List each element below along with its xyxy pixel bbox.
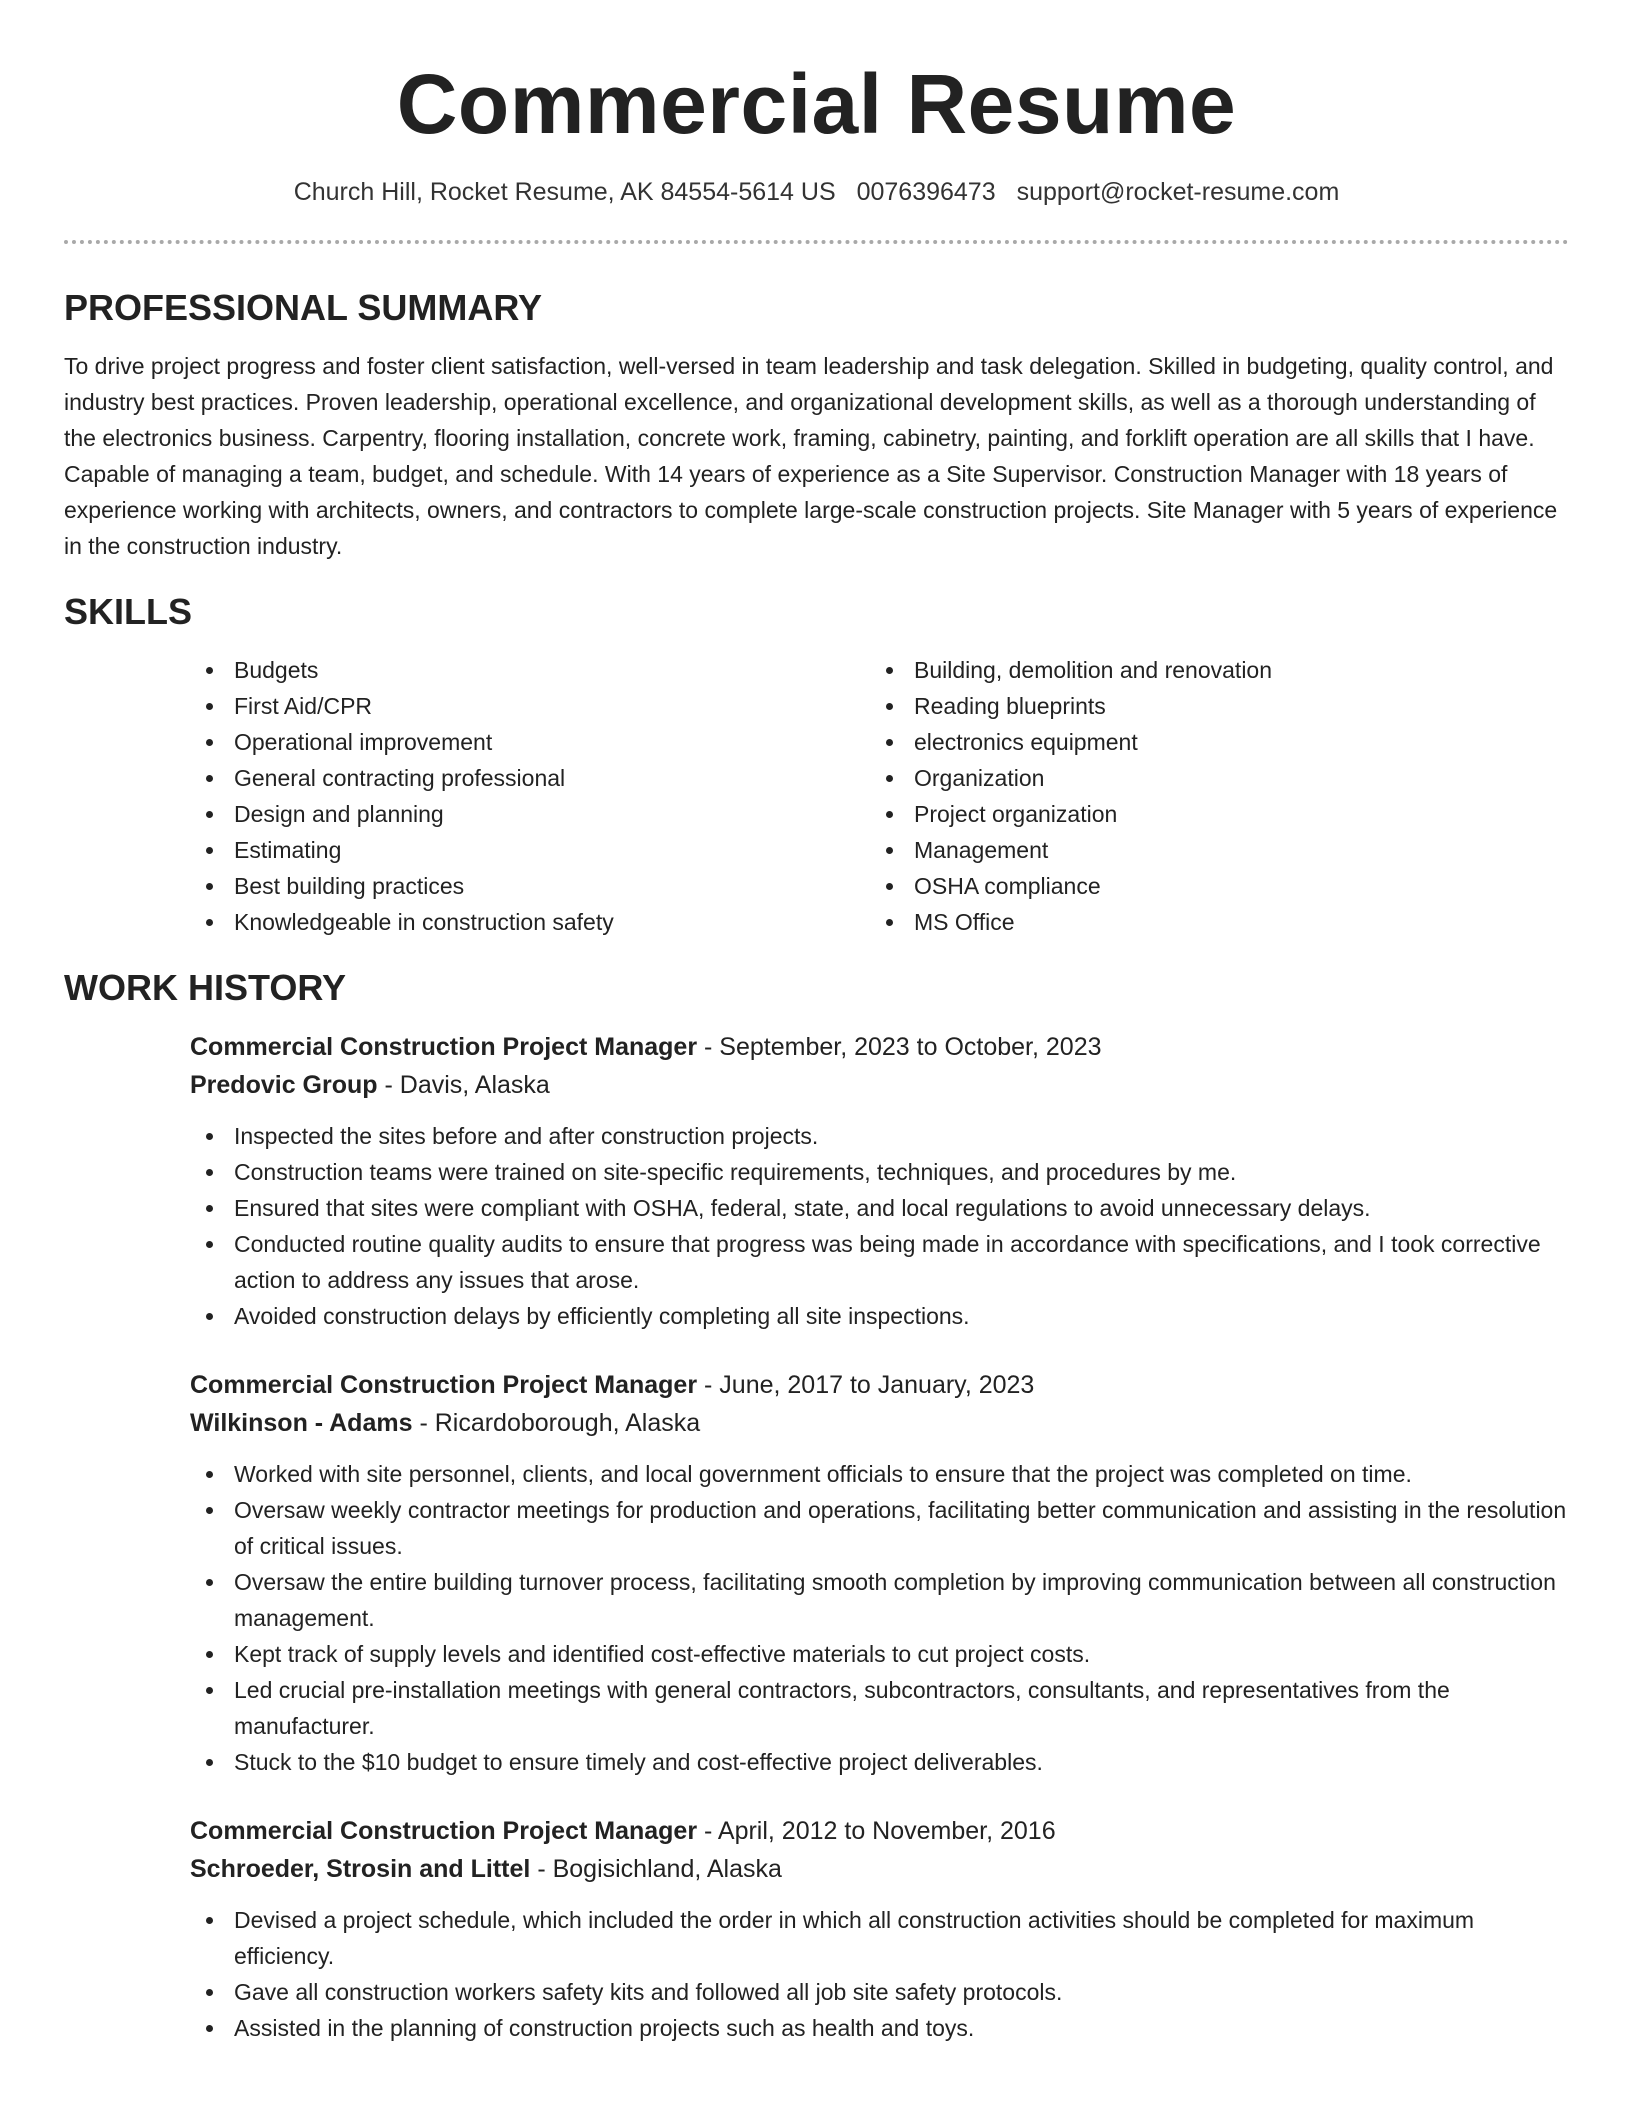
skill-item: Organization <box>870 760 1550 796</box>
skill-item: Operational improvement <box>190 724 870 760</box>
summary-heading: PROFESSIONAL SUMMARY <box>64 287 543 328</box>
job-bullet: Oversaw weekly contractor meetings for production and operations, facilitating better communication and assisting in the resolution of critical issues. <box>190 1492 1569 1564</box>
skill-item: Management <box>870 832 1550 868</box>
job-entry <box>190 1366 1569 1780</box>
job-bullet: Kept track of supply levels and identified cost-effective materials to cut project costs. <box>190 1636 1569 1672</box>
job-location: - Ricardoborough, Alaska <box>419 1409 701 1437</box>
skill-item: Best building practices <box>190 868 870 904</box>
job-company-line <box>190 1850 1569 1888</box>
skill-item: First Aid/CPR <box>190 688 870 724</box>
skill-item: Estimating <box>190 832 870 868</box>
job-entry <box>190 1812 1569 2046</box>
contact-phone: 0076396473 <box>856 178 996 206</box>
job-title-line <box>190 1366 1569 1404</box>
resume-name: Commercial Resume <box>396 57 1237 151</box>
work-history-heading: WORK HISTORY <box>64 967 347 1008</box>
job-bullet: Inspected the sites before and after construction projects. <box>190 1118 1569 1154</box>
job-title: Commercial Construction Project Manager <box>190 1033 698 1061</box>
skill-item: MS Office <box>870 904 1550 940</box>
job-bullet: Conducted routine quality audits to ensure that progress was being made in accordance with specifications, and I took corrective action to address any issues that arose. <box>190 1226 1569 1298</box>
header-divider <box>64 240 1569 244</box>
job-bullet: Construction teams were trained on site-specific requirements, techniques, and procedures by me. <box>190 1154 1569 1190</box>
skill-item: Knowledgeable in construction safety <box>190 904 870 940</box>
job-company: Predovic Group <box>190 1071 378 1099</box>
skill-item: electronics equipment <box>870 724 1550 760</box>
contact-email: support@rocket-resume.com <box>1016 178 1340 206</box>
resume-page <box>64 0 1569 2046</box>
skill-item: Project organization <box>870 796 1550 832</box>
job-bullet: Led crucial pre-installation meetings with general contractors, subcontractors, consultants, and representatives from the manufacturer. <box>190 1672 1569 1744</box>
job-bullets <box>190 1118 1569 1334</box>
job-title-line <box>190 1028 1569 1066</box>
contact-line <box>64 176 1569 208</box>
job-title: Commercial Construction Project Manager <box>190 1371 698 1399</box>
skills-list <box>190 652 1569 940</box>
job-bullet: Avoided construction delays by efficiently completing all site inspections. <box>190 1298 1569 1334</box>
job-bullet: Gave all construction workers safety kits and followed all job site safety protocols. <box>190 1974 1569 2010</box>
job-entry <box>190 1028 1569 1334</box>
job-company-line <box>190 1404 1569 1442</box>
job-bullet: Stuck to the $10 budget to ensure timely and cost-effective project deliverables. <box>190 1744 1569 1780</box>
skill-item: OSHA compliance <box>870 868 1550 904</box>
job-company-line <box>190 1066 1569 1104</box>
skill-item: Design and planning <box>190 796 870 832</box>
skill-item: General contracting professional <box>190 760 870 796</box>
skills-heading: SKILLS <box>64 591 193 632</box>
job-bullet: Devised a project schedule, which included the order in which all construction activities should be completed for maximum efficiency. <box>190 1902 1569 1974</box>
job-company: Wilkinson - Adams <box>190 1409 413 1437</box>
job-bullet: Oversaw the entire building turnover process, facilitating smooth completion by improving communication between all construction management. <box>190 1564 1569 1636</box>
job-company: Schroeder, Strosin and Littel <box>190 1855 531 1883</box>
summary-text: To drive project progress and foster client satisfaction, well-versed in team leadership and task delegation. Skilled in budgeting, quality control, and industry best practices. Proven leadership, operational excellence, and organizational development skills, as well as a thorough understanding of the electronics business. Carpentry, flooring installation, concrete work, framing, cabinetry, painting, and forklift operation are all skills that I have. Capable of managing a team, budget, and schedule. With 14 years of experience as a Site Supervisor. Construction Manager with 18 years of experience working with architects, owners, and contractors to complete large-scale construction projects. Site Manager with 5 years of experience in the construction industry. <box>64 353 1558 559</box>
contact-address: Church Hill, Rocket Resume, AK 84554-5614 US <box>293 178 836 206</box>
skill-item: Budgets <box>190 652 870 688</box>
job-bullet: Ensured that sites were compliant with OSHA, federal, state, and local regulations to avoid unnecessary delays. <box>190 1190 1569 1226</box>
job-dates: - September, 2023 to October, 2023 <box>704 1033 1102 1061</box>
job-dates: - April, 2012 to November, 2016 <box>704 1817 1056 1845</box>
skills-column-right <box>870 652 1550 940</box>
skill-item: Building, demolition and renovation <box>870 652 1550 688</box>
job-title: Commercial Construction Project Manager <box>190 1817 698 1845</box>
skills-column-left <box>190 652 870 940</box>
job-bullets <box>190 1456 1569 1780</box>
job-location: - Davis, Alaska <box>384 1071 550 1099</box>
job-bullet: Worked with site personnel, clients, and local government officials to ensure that the project was completed on time. <box>190 1456 1569 1492</box>
job-location: - Bogisichland, Alaska <box>537 1855 782 1883</box>
job-bullets <box>190 1902 1569 2046</box>
job-title-line <box>190 1812 1569 1850</box>
job-dates: - June, 2017 to January, 2023 <box>704 1371 1035 1399</box>
job-bullet: Assisted in the planning of construction projects such as health and toys. <box>190 2010 1569 2046</box>
skill-item: Reading blueprints <box>870 688 1550 724</box>
